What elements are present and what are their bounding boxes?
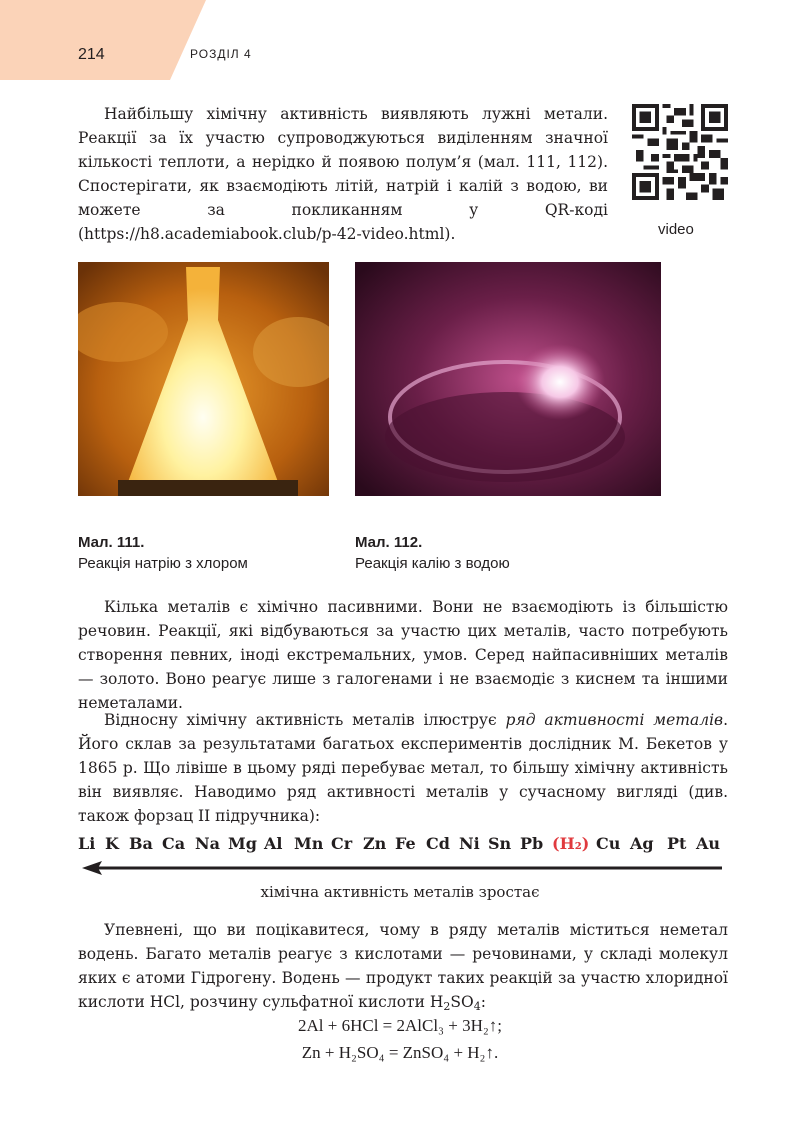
qr-label: video [658,221,694,238]
photo-sodium-chlorine [78,262,329,496]
series-item: Ca [162,834,186,853]
page-corner-decoration [0,0,800,80]
series-item: Fe [395,834,416,853]
qr-code[interactable] [632,104,728,200]
series-item: Ni [459,834,480,853]
paragraph-1: Найбільшу хімічну активність виявляють лужні метали. Реакції за їх участю супроводжуються виділенням значної кількості теплоти, а нерідко й появою полум’я (мал. 111, 112). Спостерігати, як взаємодіють літій, натрій і калій з водою, ви можете за покликанням у QR-коді (https://h8.academiabook.club/p-42-video.html). [78,105,608,243]
series-item: Ba [129,834,153,853]
paragraph-2: Кілька металів є хімічно пасивними. Вони не взаємодіють із більшістю речовин. Реакції, які відбуваються за участю цих металів, часто потребують створення певних, іноді екстремальних, умов. Серед найпасивніших металів — золото. Воно реагує лише з галогенами і не взаємодіє з киснем та іншими неметалами. [78,598,728,712]
series-item: Cd [426,834,450,853]
series-item: K [105,834,119,853]
series-item: Cu [596,834,621,853]
series-item: Mg [228,834,257,853]
series-item: Ag [630,834,654,853]
paragraph-4: Упевнені, що ви поцікавитеся, чому в ряду металів міститься неметал водень. Багато металів реагує з кислотами — речовинами, у складі молекул яких є атоми Гідрогену. Водень — продукт таких реакцій за участю хлоридної кислоти HCl, розчину сульфатної кислоти $H_2SO_4$: [78,921,728,1013]
page-number: 214 [78,46,105,63]
figure-112-caption [355,532,510,574]
series-item: Sn [488,834,512,853]
figure-111-text: Реакція натрію з хлором [78,555,248,572]
series-item: Cr [331,834,353,853]
figure-111-caption [78,532,248,574]
series-item: Li [78,834,96,853]
series-item: Al [264,834,283,853]
activity-arrow [82,858,722,878]
figure-111-title: Мал. 111. [78,534,145,551]
section-title: РОЗДІЛ 4 [190,47,252,61]
photo-potassium-water [355,262,661,496]
series-item: Na [195,834,220,853]
figure-112-text: Реакція калію з водою [355,555,510,572]
activity-arrow-label: хімічна активність металів зростає [260,883,540,901]
figure-112-title: Мал. 112. [355,534,423,551]
equation-1: 2Al + 6HCl = 2AlCl₃ + 3H₂↑; [297,1016,503,1035]
activity-series [78,834,738,858]
paragraph-3: Відносну хімічну активність металів ілюструє ряд активності металів. Його склав за результатами багатьох експериментів дослідник М. Бекетов у 1865 р. Що лівіше в цьому ряді перебуває метал, то більшу хімічну активність він виявляє. Наводимо ряд активності металів у сучасному вигляді (див. також форзац ІІ підручника): [78,711,728,825]
equation-2: Zn + H₂SO₄ = ZnSO₄ + H₂↑. [301,1043,499,1062]
series-item: Au [696,834,721,853]
series-item: Zn [363,834,387,853]
series-item-hydrogen: (H₂) [552,834,590,853]
series-item: Pb [520,834,544,853]
activity-series-term: ряд активності металів [505,711,724,729]
series-item: Pt [667,834,687,853]
series-item: Mn [294,834,324,853]
